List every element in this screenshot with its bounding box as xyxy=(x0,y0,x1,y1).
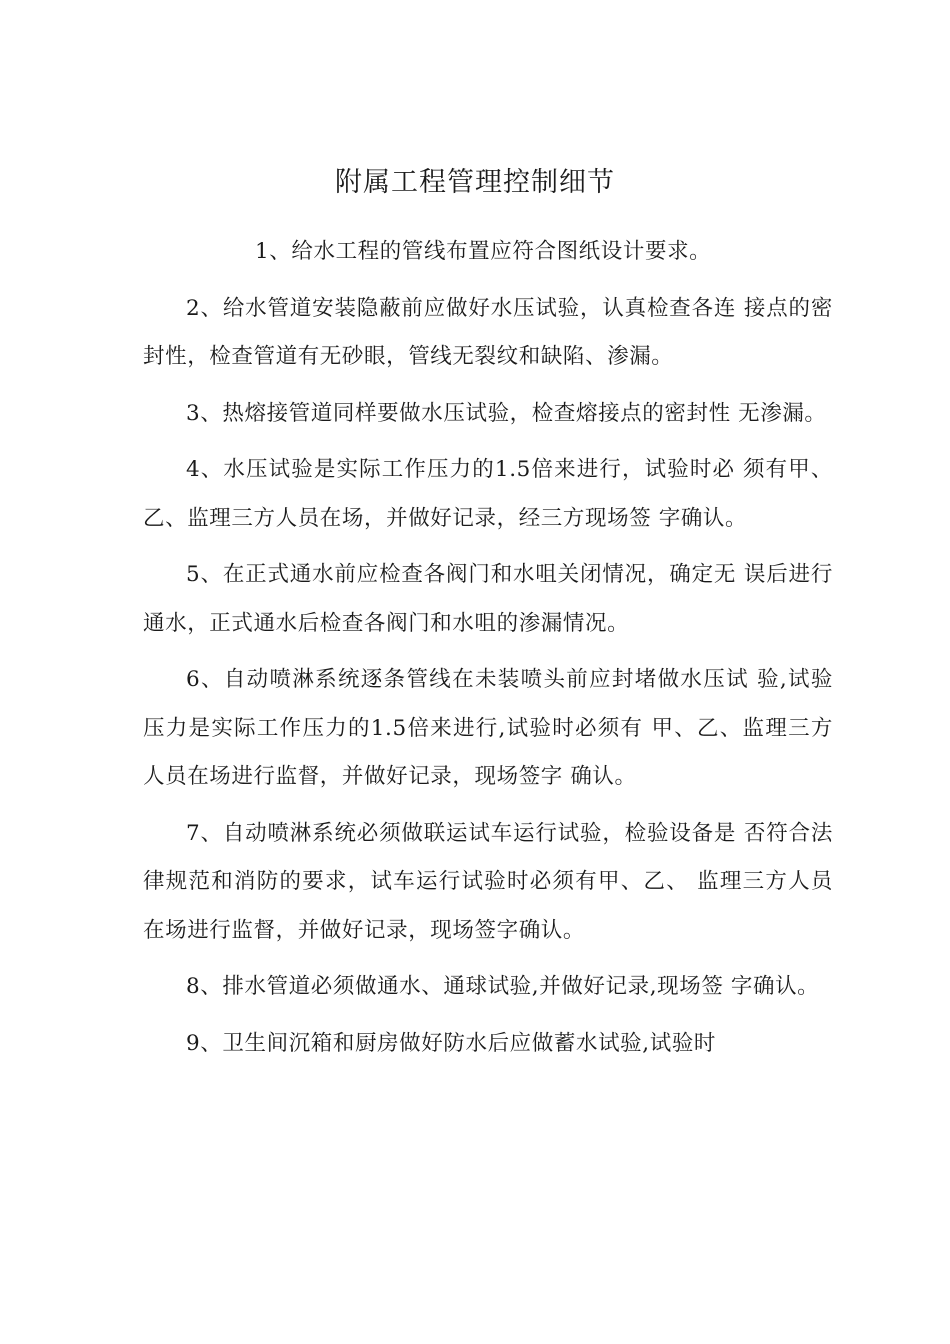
paragraph-5: 5、在正式通水前应检查各阀门和水咀关闭情况，确定无 误后进行通水，正式通水后检查各阀门和水咀的渗漏情况。 xyxy=(143,562,833,636)
document-body xyxy=(143,228,833,1076)
paragraph-7: 7、自动喷淋系统必须做联运试车运行试验，检验设备是 否符合法律规范和消防的要求，试车运行试验时必须有甲、乙、 监理三方人员在场进行监督，并做好记录，现场签字确认。 xyxy=(143,820,833,943)
document-title: 附属工程管理控制细节 xyxy=(335,167,615,198)
paragraph-1: 1、给水工程的管线布置应符合图纸设计要求。 xyxy=(255,239,712,264)
paragraph-3: 3、热熔接管道同样要做水压试验，检查熔接点的密封性 无渗漏。 xyxy=(186,400,827,426)
paragraph-4: 4、水压试验是实际工作压力的1.5倍来进行，试验时必 须有甲、乙、监理三方人员在场，并做好记录，经三方现场签 字确认。 xyxy=(143,457,833,531)
paragraph-8: 8、排水管道必须做通水、通球试验,并做好记录,现场签 字确认。 xyxy=(186,974,820,999)
paragraph-9: 9、卫生间沉箱和厨房做好防水后应做蓄水试验,试验时 xyxy=(186,1030,717,1056)
paragraph-2: 2、给水管道安装隐蔽前应做好水压试验，认真检查各连 接点的密封性，检查管道有无砂眼，管线无裂纹和缺陷、渗漏。 xyxy=(143,295,833,369)
paragraph-6: 6、自动喷淋系统逐条管线在未装喷头前应封堵做水压试 验,试验压力是实际工作压力的1.5倍来进行,试验时必须有 甲、乙、监理三方人员在场进行监督，并做好记录，现场签字 确认。 xyxy=(143,667,833,789)
